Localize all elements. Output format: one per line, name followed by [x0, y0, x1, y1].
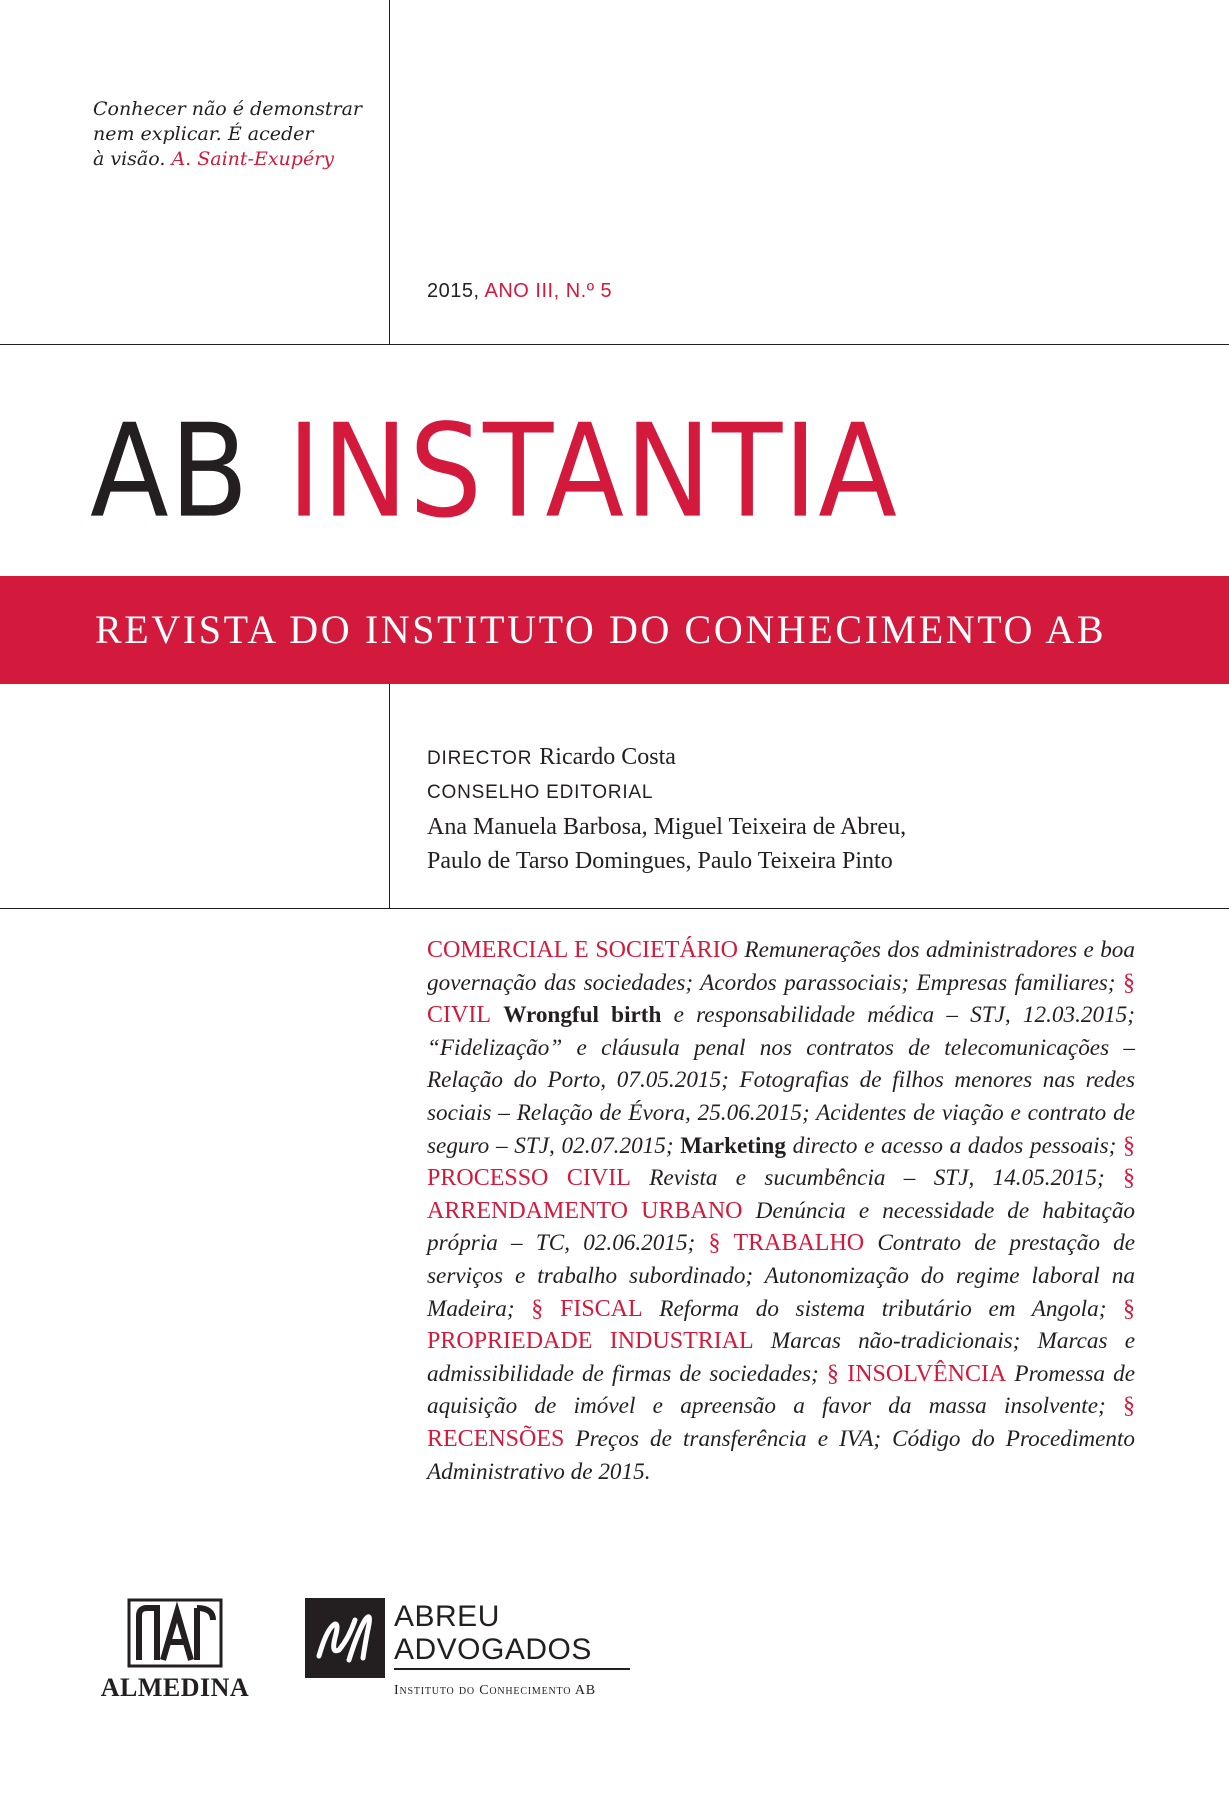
abreu-wordmark — [394, 1600, 592, 1666]
abreu-rule — [394, 1668, 630, 1670]
section-topics: Preços de transferência e IVA; Código do Procedimento Administrativo de 2015. — [427, 1425, 1135, 1485]
masthead — [427, 740, 1127, 878]
table-of-contents — [427, 934, 1135, 1488]
title-ab: AB — [90, 396, 250, 548]
quote-line: à visão. — [93, 148, 166, 170]
section-topics: Contrato de prestação de serviços e trabalho subordinado; Autonomização do regime laboral na Madeira; — [427, 1230, 1136, 1322]
mid-divider-vertical — [389, 684, 390, 908]
section-topics: e responsabilidade médica – STJ, 12.03.2015; “Fidelização” e cláusula penal nos contratos de telecomunicações – Relação do Porto, 07.05.2015; Fotografias de filhos menores nas redes sociais – Relação de Évora, 25.06.2015; Acidentes de viação e contrato de seguro – STJ, 02.07.2015; — [427, 1002, 1135, 1159]
quote-author: A. Saint-Exupéry — [171, 148, 335, 170]
quote-line: nem explicar. É aceder — [93, 123, 314, 145]
section-topics: Denúncia e necessidade de habitação própria – TC, 02.06.2015; — [427, 1197, 1136, 1257]
director-name: Ricardo Costa — [539, 744, 676, 770]
abreu-line: ABREU — [394, 1600, 500, 1633]
top-divider-vertical — [389, 0, 390, 344]
top-divider-horizontal — [0, 344, 1229, 345]
almedina-wordmark: ALMEDINA — [100, 1673, 250, 1702]
editorial-board-line: Ana Manuela Barbosa, Miguel Teixeira de Abreu, — [427, 814, 907, 840]
section-topics: Marcas não-tradicionais; Marcas e admissibilidade de firmas de sociedades; — [427, 1328, 1136, 1387]
section-heading: § INSOLVÊNCIA — [826, 1360, 1007, 1387]
mid-divider-horizontal — [0, 908, 1229, 909]
abreu-line: ADVOGADOS — [394, 1633, 592, 1666]
section-topics: directo e acesso a dados pessoais; — [792, 1132, 1117, 1159]
section-term: Wrongful birth — [503, 1002, 662, 1029]
director-label: DIRECTOR — [427, 748, 533, 769]
section-heading: § PROCESSO CIVIL — [427, 1132, 1136, 1192]
abreu-institute-label: Instituto do Conhecimento AB — [394, 1683, 596, 1698]
abreu-logo-icon — [305, 1598, 385, 1678]
epigraph-quote — [93, 97, 393, 172]
issue-info — [427, 280, 612, 303]
section-heading: § CIVIL — [427, 969, 1135, 1029]
section-heading: § ARRENDAMENTO URBANO — [427, 1165, 1136, 1224]
editorial-board-label: CONSELHO EDITORIAL — [427, 782, 654, 803]
section-heading: COMERCIAL E SOCIETÁRIO — [427, 937, 738, 963]
section-heading: § FISCAL — [531, 1295, 643, 1322]
section-topics: Remunerações dos administradores e boa governação das sociedades; Acordos parassociais; Empresas familiares; — [427, 937, 1135, 996]
section-topics: Reforma do sistema tributário em Angola; — [659, 1295, 1107, 1322]
title-instantia: INSTANTIA — [287, 396, 898, 548]
journal-subtitle: REVISTA DO INSTITUTO DO CONHECIMENTO AB — [95, 607, 1107, 652]
section-topics: Promessa de aquisição de imóvel e apreensão a favor da massa insolvente; — [427, 1360, 1136, 1420]
section-heading: § TRABALHO — [708, 1230, 865, 1257]
issue-volume: ANO III, N.º 5 — [484, 280, 613, 302]
editorial-board-line: Paulo de Tarso Domingues, Paulo Teixeira Pinto — [427, 848, 893, 874]
issue-year: 2015, — [427, 280, 480, 302]
section-topics: Revista e sucumbência – STJ, 14.05.2015; — [649, 1165, 1105, 1192]
journal-title — [90, 388, 898, 556]
section-term: Marketing — [680, 1132, 786, 1159]
section-heading: § PROPRIEDADE INDUSTRIAL — [427, 1295, 1136, 1355]
quote-line: Conhecer não é demonstrar — [93, 98, 363, 120]
section-heading: § RECENSÕES — [427, 1393, 1136, 1452]
